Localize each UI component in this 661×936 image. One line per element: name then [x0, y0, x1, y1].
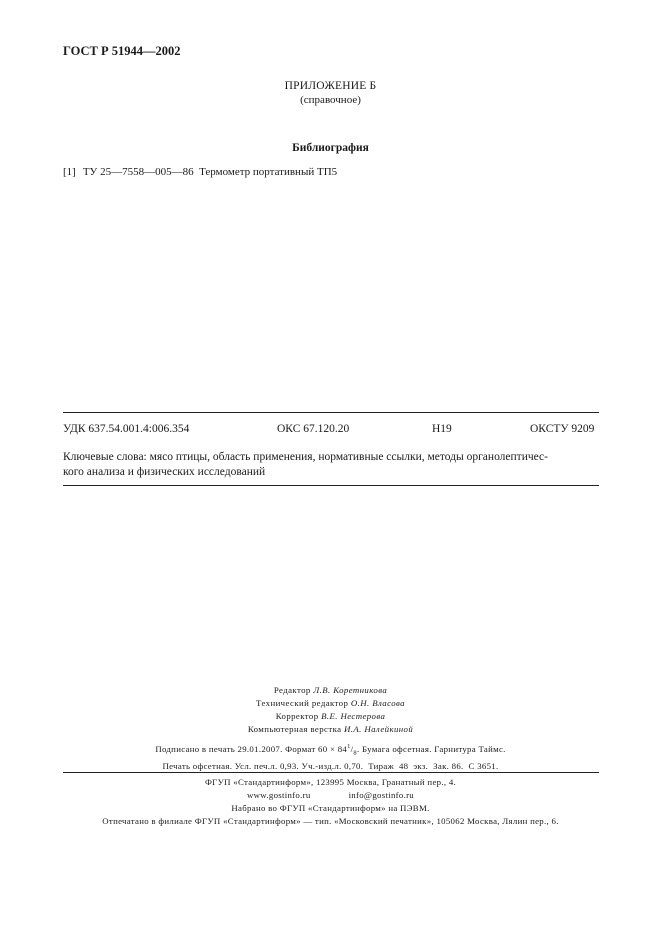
publication-line-2: Печать офсетная. Усл. печ.л. 0,93. Уч.-изд.л. 0,70. Тираж 48 экз. Зак. 86. С 3651. — [162, 760, 499, 771]
document-header: ГОСТ Р 51944—2002 — [63, 44, 181, 58]
credit-role: Редактор — [273, 685, 311, 695]
oks-code: ОКС 67.120.20 — [277, 423, 350, 435]
credit-proofreader — [0, 710, 661, 723]
bibliography-entry — [63, 166, 337, 178]
publication-line-1: Подписано в печать 29.01.2007. Формат $60 \times 84^1/_8$. Бумага офсетная. Гарнитура Таймс. — [155, 743, 506, 757]
credit-role: Компьютерная верстка — [247, 724, 342, 734]
format-fraction-numerator: 1 — [347, 743, 351, 750]
bibliography-title: Библиография — [292, 142, 369, 154]
footer-email: info@gostinfo.ru — [348, 790, 414, 800]
appendix-subtitle: (справочное) — [300, 94, 361, 106]
udk-code: УДК 637.54.001.4:006.354 — [63, 423, 190, 435]
publication-paper: . Бумага офсетная. Гарнитура Таймс. — [356, 743, 506, 754]
footer-publisher: ФГУП «Стандартинформ», 123995 Москва, Гранатный пер., 4. — [204, 777, 457, 787]
credit-tech-editor — [0, 697, 661, 710]
credit-role: Корректор — [275, 711, 319, 721]
keywords — [63, 450, 599, 480]
credit-name: Л.В. Коретникова — [313, 685, 388, 695]
credit-role: Технический редактор — [256, 698, 349, 708]
divider-bottom — [63, 485, 599, 486]
credit-name: В.Е. Нестерова — [321, 711, 386, 721]
credit-name: И.А. Налейкиной — [344, 724, 414, 734]
keywords-line-2: кого анализа и физических исследований — [63, 466, 266, 478]
footer-website: www.gostinfo.ru — [247, 790, 311, 800]
credit-layout — [0, 723, 661, 736]
appendix-title: ПРИЛОЖЕНИЕ Б — [284, 80, 377, 92]
bibliography-entry-text: ТУ 25—7558—005—86 Термометр портативный ТП5 — [82, 166, 338, 178]
credit-name: О.Н. Власова — [350, 698, 405, 708]
credits-block — [0, 684, 661, 736]
footer-printed: Отпечатано в филиале ФГУП «Стандартинформ» — тип. «Московский печатник», 105062 Москва, Лялин пер., 6. — [102, 816, 559, 826]
publication-info — [0, 740, 661, 773]
group-code: Н19 — [432, 423, 452, 435]
keywords-line-1: Ключевые слова: мясо птицы, область применения, нормативные ссылки, методы органолептичес- — [63, 451, 548, 463]
credit-editor — [0, 684, 661, 697]
divider-top — [63, 412, 599, 413]
bibliography-entry-number: [1] — [63, 166, 76, 178]
footer-block — [0, 776, 661, 828]
format-fraction-denominator: 8 — [353, 749, 357, 757]
footer-contacts — [0, 789, 661, 802]
publication-format: Подписано в печать 29.01.2007. Формат 60 × 84 — [155, 743, 348, 754]
footer-typeset: Набрано во ФГУП «Стандартинформ» на ПЭВМ. — [231, 803, 430, 813]
okstu-code: ОКСТУ 9209 — [530, 423, 595, 435]
divider-footer — [63, 772, 599, 773]
